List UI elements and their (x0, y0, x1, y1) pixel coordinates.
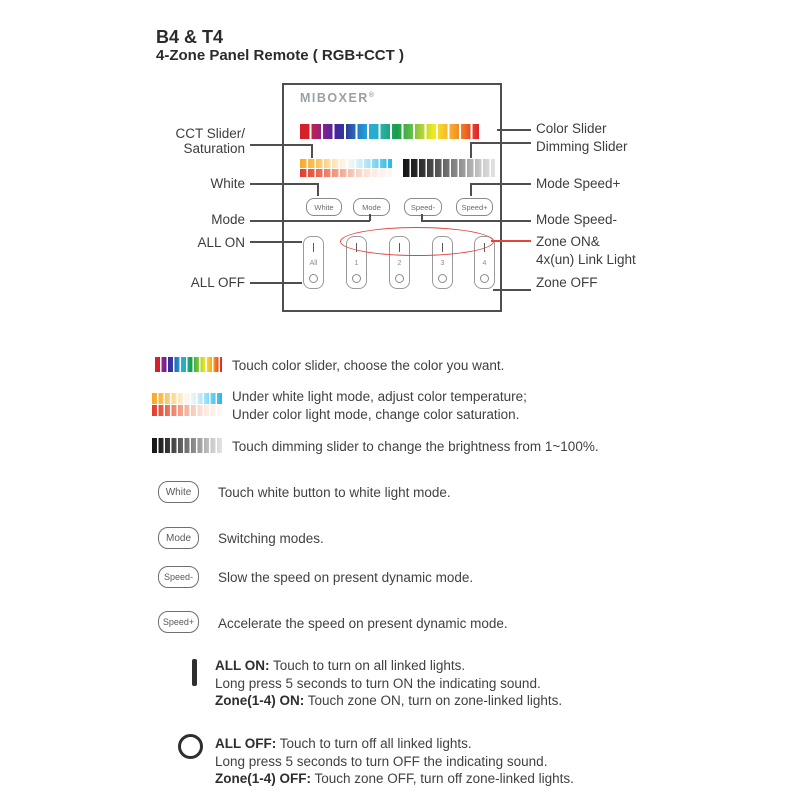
speed-plus-callout-elbow (470, 183, 472, 196)
legend-all-off-rest1: Touch to turn off all linked lights. (276, 736, 472, 751)
legend-all-on-label: ALL ON: (215, 658, 270, 673)
callout-color-slider: Color Slider (536, 121, 607, 136)
dimming-slider (403, 159, 495, 177)
legend-cct-bottom-row (152, 405, 222, 416)
cct-callout-elbow (311, 144, 313, 158)
cct-saturation-slider (300, 159, 392, 177)
brand-registered-mark: ® (368, 91, 375, 99)
brand-text: MIBOXER (300, 91, 369, 105)
legend-cct-top-row (152, 393, 222, 404)
callout-cct-line1: CCT Slider/ (175, 126, 245, 141)
legend-color-slider-icon (155, 357, 222, 372)
legend-mode-button: Mode (158, 527, 199, 549)
cct-slider-top-row (300, 159, 392, 168)
legend-zone-off-rest: Touch zone OFF, turn off zone-linked lights. (311, 771, 574, 786)
legend-speed-minus-text: Slow the speed on present dynamic mode. (218, 570, 474, 585)
cct-callout-line (250, 144, 312, 146)
speed-minus-button: Speed- (404, 198, 442, 216)
speed-minus-callout-line (421, 220, 531, 222)
speed-plus-button: Speed+ (456, 198, 493, 216)
white-button: White (306, 198, 342, 216)
cct-slider-bottom-row (300, 169, 392, 178)
callout-cct-slider (120, 126, 245, 156)
zone-on-icon (313, 243, 315, 252)
mode-button: Mode (353, 198, 390, 216)
dimming-callout-line (470, 142, 531, 144)
zone-label: 3 (440, 259, 445, 267)
dimming-callout-elbow (470, 142, 472, 158)
legend-cct-text-line2: Under color light mode, change color saturation. (232, 406, 520, 422)
legend-zone-off-label: Zone(1-4) OFF: (215, 771, 311, 786)
callout-zone-on-line2: 4x(un) Link Light (536, 252, 636, 267)
legend-speed-plus-text: Accelerate the speed on present dynamic mode. (218, 616, 508, 631)
zone-on-callout-line (491, 240, 531, 242)
zone-off-icon (395, 274, 404, 283)
callout-all-on: ALL ON (197, 235, 245, 250)
legend-speed-minus-button: Speed- (158, 566, 199, 588)
legend-all-on-rest1: Touch to turn on all linked lights. (269, 658, 466, 673)
legend-cct-text-line1: Under white light mode, adjust color temperature; (232, 389, 527, 404)
zone-on-highlight-ellipse (340, 227, 494, 256)
callout-all-off: ALL OFF (190, 275, 245, 290)
legend-dimming-text: Touch dimming slider to change the brightness from 1~100%. (232, 439, 599, 454)
page-subtitle: 4-Zone Panel Remote ( RGB+CCT ) (156, 47, 404, 64)
mode-callout-line (250, 220, 370, 222)
zone-off-callout-line (493, 289, 531, 291)
color-slider-callout-line (497, 129, 531, 131)
legend-color-slider-text: Touch color slider, choose the color you want. (232, 358, 505, 373)
legend-speed-plus-button: Speed+ (158, 611, 199, 633)
legend-all-on-line2: Long press 5 seconds to turn ON the indicating sound. (215, 675, 541, 691)
mode-callout-elbow (369, 214, 371, 221)
legend-zone-on-label: Zone(1-4) ON: (215, 693, 305, 708)
legend-all-off-text (215, 735, 574, 788)
callout-mode-speed-minus: Mode Speed- (536, 212, 618, 227)
legend-white-text: Touch white button to white light mode. (218, 485, 451, 500)
legend-off-icon (178, 734, 203, 759)
zone-off-icon (480, 274, 489, 283)
legend-white-button: White (158, 481, 199, 503)
legend-all-on-line3 (215, 692, 562, 710)
callout-mode-speed-plus: Mode Speed+ (536, 176, 621, 191)
legend-all-off-label: ALL OFF: (215, 736, 277, 751)
zone-label: 2 (397, 259, 402, 267)
brand-logo (300, 91, 374, 105)
legend-cct-text (232, 388, 527, 423)
zone-off-icon (438, 274, 447, 283)
callout-cct-line2: Saturation (183, 141, 245, 156)
callout-white: White (210, 176, 245, 191)
zone-label: All (309, 259, 318, 267)
legend-cct-slider-icon (152, 393, 222, 416)
zone-label: 1 (354, 259, 359, 267)
callout-mode: Mode (211, 212, 245, 227)
legend-all-on-line1 (215, 657, 562, 675)
legend-all-off-line1 (215, 735, 574, 753)
speed-plus-callout-line (470, 183, 531, 185)
legend-all-off-line3 (215, 770, 574, 788)
speed-minus-callout-elbow (421, 214, 423, 221)
legend-mode-text: Switching modes. (218, 531, 324, 546)
legend-zone-on-rest: Touch zone ON, turn on zone-linked lights. (304, 693, 563, 708)
legend-on-icon (192, 659, 197, 686)
white-callout-line (250, 183, 318, 185)
all-off-callout-line (250, 282, 302, 284)
remote-panel (282, 83, 502, 312)
all-on-callout-line (250, 241, 302, 243)
callout-zone-on-line1: Zone ON& (536, 234, 600, 249)
callout-zone-off: Zone OFF (536, 275, 598, 290)
page-title: B4 & T4 (156, 27, 224, 47)
white-callout-elbow (317, 183, 319, 196)
color-slider (300, 124, 479, 139)
legend-all-off-line2: Long press 5 seconds to turn OFF the indicating sound. (215, 753, 548, 769)
zone-off-icon (309, 274, 318, 283)
zone-label: 4 (482, 259, 487, 267)
legend-dimming-slider-icon (152, 438, 222, 453)
zone-off-icon (352, 274, 361, 283)
legend-all-on-text (215, 657, 562, 710)
callout-dimming-slider: Dimming Slider (536, 139, 628, 154)
zone-button-all (303, 236, 324, 289)
